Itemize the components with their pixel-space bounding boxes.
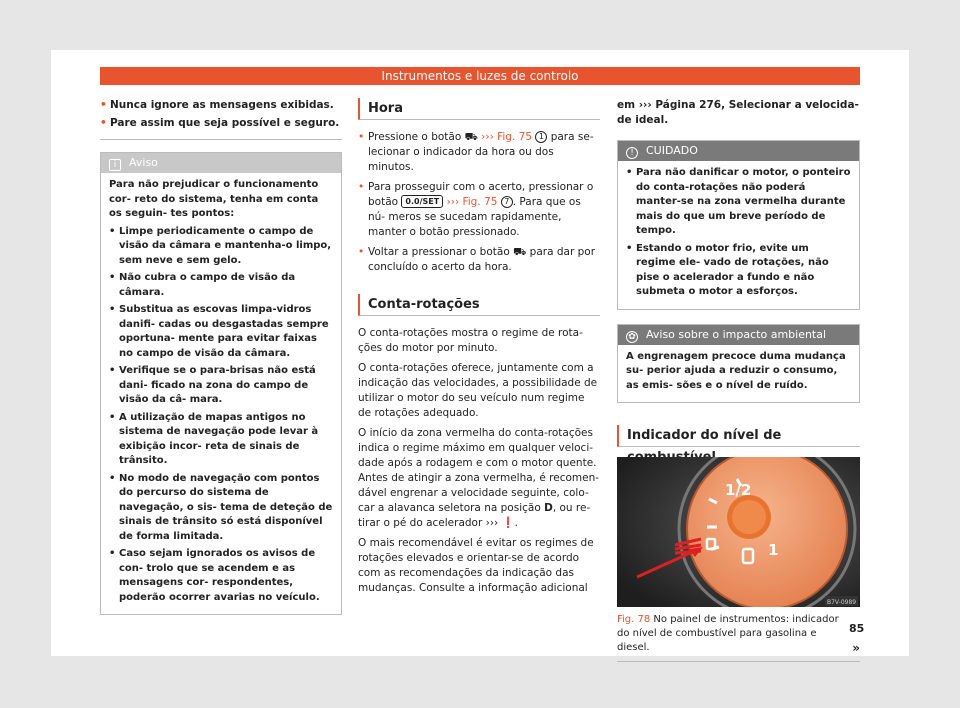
fuel-gauge-illustration	[617, 457, 860, 607]
figure-code: B7V-0989	[827, 599, 857, 606]
column-3	[617, 98, 860, 662]
info-icon: i	[109, 159, 121, 171]
text: . Para que os nú- meros se sucedam rapidamente, manter o botão pressionado.	[368, 196, 581, 238]
aviso-item: • Caso sejam ignorados os avisos de con- trolo que se acendem e as mensagens cor- respondentes, poderão ocorrer avarias no veículo.	[109, 547, 333, 605]
gauge-half-label: 1/2	[725, 481, 752, 499]
continue-arrow-icon: »	[852, 641, 860, 655]
ambiental-body	[618, 345, 859, 403]
hora-step-1	[358, 130, 600, 175]
text: Para prosseguir com o acerto, pressionar o botão	[368, 181, 594, 208]
section-title-combustivel: Indicador do nível de	[617, 425, 860, 447]
divider	[100, 139, 342, 140]
figure-caption-text: No painel de instrumentos: indicador do nível de combustível para gasolina e diesel.	[617, 614, 839, 653]
car-icon: ⛟	[513, 246, 527, 258]
hora-step-3	[358, 245, 600, 275]
callout-number: 7	[501, 196, 513, 208]
aviso-item: • Substitua as escovas limpa-vidros danifi- cadas ou desgastadas sempre oportuna- mente para evitar faixas no campo de visão da câmara.	[109, 303, 333, 361]
ambiental-header	[618, 325, 859, 345]
aviso-header	[101, 153, 341, 173]
paragraph: O conta-rotações oferece, juntamente com a indicação das velocidades, a possibilidade de utilizar o motor do seu veículo num regime de rotações adequado.	[358, 362, 598, 419]
ambiental-text: A engrenagem precoce duma mudança su- perior ajuda a reduzir o consumo, as emis- sões e o nível de ruído.	[626, 350, 846, 391]
aviso-body	[101, 173, 341, 614]
set-button-key: 0.0/SET	[401, 195, 443, 208]
aviso-item: • Verifique se o para-brisas não está dani- ficado na zona do campo de visão da câ- mara.	[109, 364, 333, 408]
aviso-item: • A utilização de mapas antigos no sistema de navegação pode levar à exibição incor- reta de sinais de trânsito.	[109, 411, 333, 469]
fuel-gauge-figure	[617, 457, 860, 607]
aviso-intro: Para não prejudicar o funcionamento cor- reto do sistema, tenha em conta os seguin- tes pontos:	[109, 179, 319, 219]
cuidado-body	[618, 161, 859, 309]
cuidado-box	[617, 140, 860, 310]
ambiental-box	[617, 324, 860, 404]
continued-text: em ››› Página 276, Selecionar a velocida- de ideal.	[617, 99, 859, 126]
gauge-full-label: 1	[768, 541, 779, 559]
aviso-title: Aviso	[129, 156, 158, 169]
paragraph: O conta-rotações mostra o regime de rota- ções do motor por minuto.	[358, 327, 583, 354]
page-header: Instrumentos e luzes de controlo	[100, 67, 860, 85]
caution-icon: !	[626, 147, 638, 159]
section-title-conta-rotacoes: Conta-rotações	[358, 294, 600, 316]
fig-reference-link[interactable]: ››› Fig. 75	[446, 196, 498, 208]
text: Voltar a pressionar o botão	[368, 246, 510, 258]
cuidado-title: CUIDADO	[646, 144, 698, 157]
bullet-item: • Nunca ignore as mensagens exibidas.	[100, 98, 342, 113]
text: para dar por concluído o acerto da hora.	[368, 246, 596, 273]
cuidado-header	[618, 141, 859, 161]
figure-label: Fig. 78	[617, 614, 651, 625]
callout-number: 1	[535, 131, 547, 143]
cuidado-item: • Para não danificar o motor, o ponteiro do conta-rotações não poderá manter-se na zona vermelha durante mais do que um breve período de tempo.	[626, 166, 851, 239]
page-number: 85	[849, 622, 865, 635]
section-title-hora: Hora	[358, 98, 600, 120]
text: , ou re- tirar o pé do acelerador ›››	[358, 502, 591, 529]
cuidado-item: • Estando o motor frio, evite um regime ele- vado de rotações, não pise o acelerador a fundo e não submeta o motor a esforços.	[626, 242, 851, 300]
paragraph: O início da zona vermelha do conta-rotações indica o regime máximo em qualquer veloci- dade após a rodagem e com o motor quente. Antes de atingir a zona vermelha, é recomen- dável engrenar a velocidade seguinte, colo- car a alavanca seletora na posição D, ou re- tirar o pé do acelerador ››› ❗.	[358, 427, 600, 529]
column-1	[100, 98, 342, 615]
aviso-item: • Limpe periodicamente o campo de visão da câmara e mantenha-o limpo, sem neve e sem gelo.	[109, 225, 333, 269]
text: O início da zona vermelha do conta-rotações indica o regime máximo em qualquer veloci- dade após a rodagem e com o motor quente. Antes de atingir a zona vermelha, é recomen- dável engrenar a velocidade seguinte, colo- car a alavanca seletora na posição	[358, 427, 600, 514]
gear-position-d: D	[544, 502, 553, 514]
bullet-item: • Pare assim que seja possível e seguro.	[100, 116, 342, 131]
text: para se- lecionar o indicador da hora ou dos minutos.	[368, 131, 594, 173]
column-2	[358, 98, 600, 601]
fig-reference-link[interactable]: ››› Fig. 75	[481, 131, 533, 143]
warning-icon[interactable]: ❗	[501, 517, 515, 529]
car-icon: ⛟	[464, 131, 478, 143]
ambiental-title: Aviso sobre o impacto ambiental	[646, 327, 827, 341]
paragraph: O mais recomendável é evitar os regimes de rotações elevados e orientar-se de acordo com as recomendações da indicação das mudanças. Consulte a informação adicional	[358, 537, 594, 594]
leaf-icon: ✿	[626, 331, 638, 343]
figure-caption	[617, 613, 860, 662]
text: Pressione o botão	[368, 131, 462, 143]
aviso-box	[100, 152, 342, 615]
aviso-item: • No modo de navegação com pontos do percurso do sistema de navegação, o sis- tema de deteção de sinais de trânsito só está disponível de forma limitada.	[109, 472, 333, 545]
hora-step-2	[358, 180, 600, 240]
aviso-item: • Não cubra o campo de visão da câmara.	[109, 271, 333, 300]
